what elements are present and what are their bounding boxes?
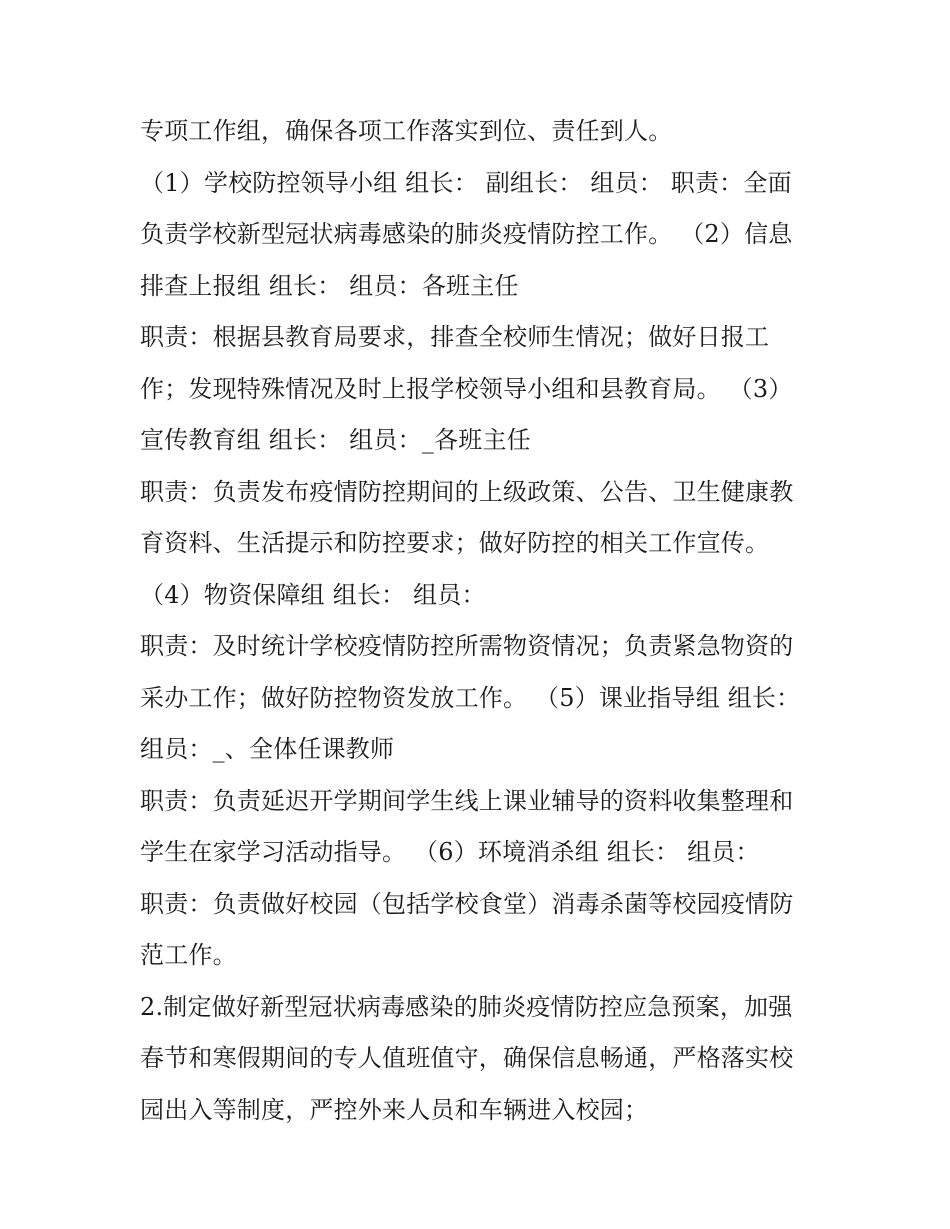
text-line: 2.制定做好新型冠状病毒感染的肺炎疫情防控应急预案，加强 — [140, 992, 793, 1021]
text-line: 职责：负责发布疫情防控期间的上级政策、公告、卫生健康教 — [140, 477, 794, 506]
text-line: 园出入等制度，严控外来人员和车辆进入校园； — [140, 1095, 649, 1124]
text-line: 职责：负责做好校园（包括学校食堂）消毒杀菌等校园疫情防 — [140, 889, 794, 918]
text-line: （4）物资保障组 组长： 组员： — [140, 580, 486, 609]
text-line: 职责：负责延迟开学期间学生线上课业辅导的资料收集整理和 — [140, 786, 794, 815]
text-line: 职责：根据县教育局要求，排查全校师生情况；做好日报工 — [140, 323, 770, 351]
text-line: 负责学校新型冠状病毒感染的肺炎疫情防控工作。 （2）信息 — [140, 220, 793, 248]
text-line: 宣传教育组 组长： 组员：_各班主任 — [140, 426, 531, 454]
text-line: 育资料、生活提示和防控要求；做好防控的相关工作宣传。 — [140, 529, 770, 557]
text-line: 范工作。 — [140, 941, 237, 969]
text-line: 采办工作；做好防控物资发放工作。 （5）课业指导组 组长： — [140, 683, 801, 712]
text-line: 排查上报组 组长： 组员：各班主任 — [140, 271, 519, 300]
text-line: 组员：_、全体任课教师 — [140, 735, 395, 763]
document-body — [140, 106, 830, 1136]
text-line: 作；发现特殊情况及时上报学校领导小组和县教育局。 （3） — [140, 374, 793, 403]
text-line: 学生在家学习活动指导。 （6）环境消杀组 组长： 组员： — [140, 838, 760, 866]
text-line: 春节和寒假期间的专人值班值守，确保信息畅通，严格落实校 — [140, 1044, 794, 1072]
text-line: 职责：及时统计学校疫情防控所需物资情况；负责紧急物资的 — [140, 632, 794, 660]
text-line: （1）学校防控领导小组 组长： 副组长： 组员： 职责：全面 — [140, 168, 792, 197]
text-line: 专项工作组，确保各项工作落实到位、责任到人。 — [140, 117, 673, 145]
